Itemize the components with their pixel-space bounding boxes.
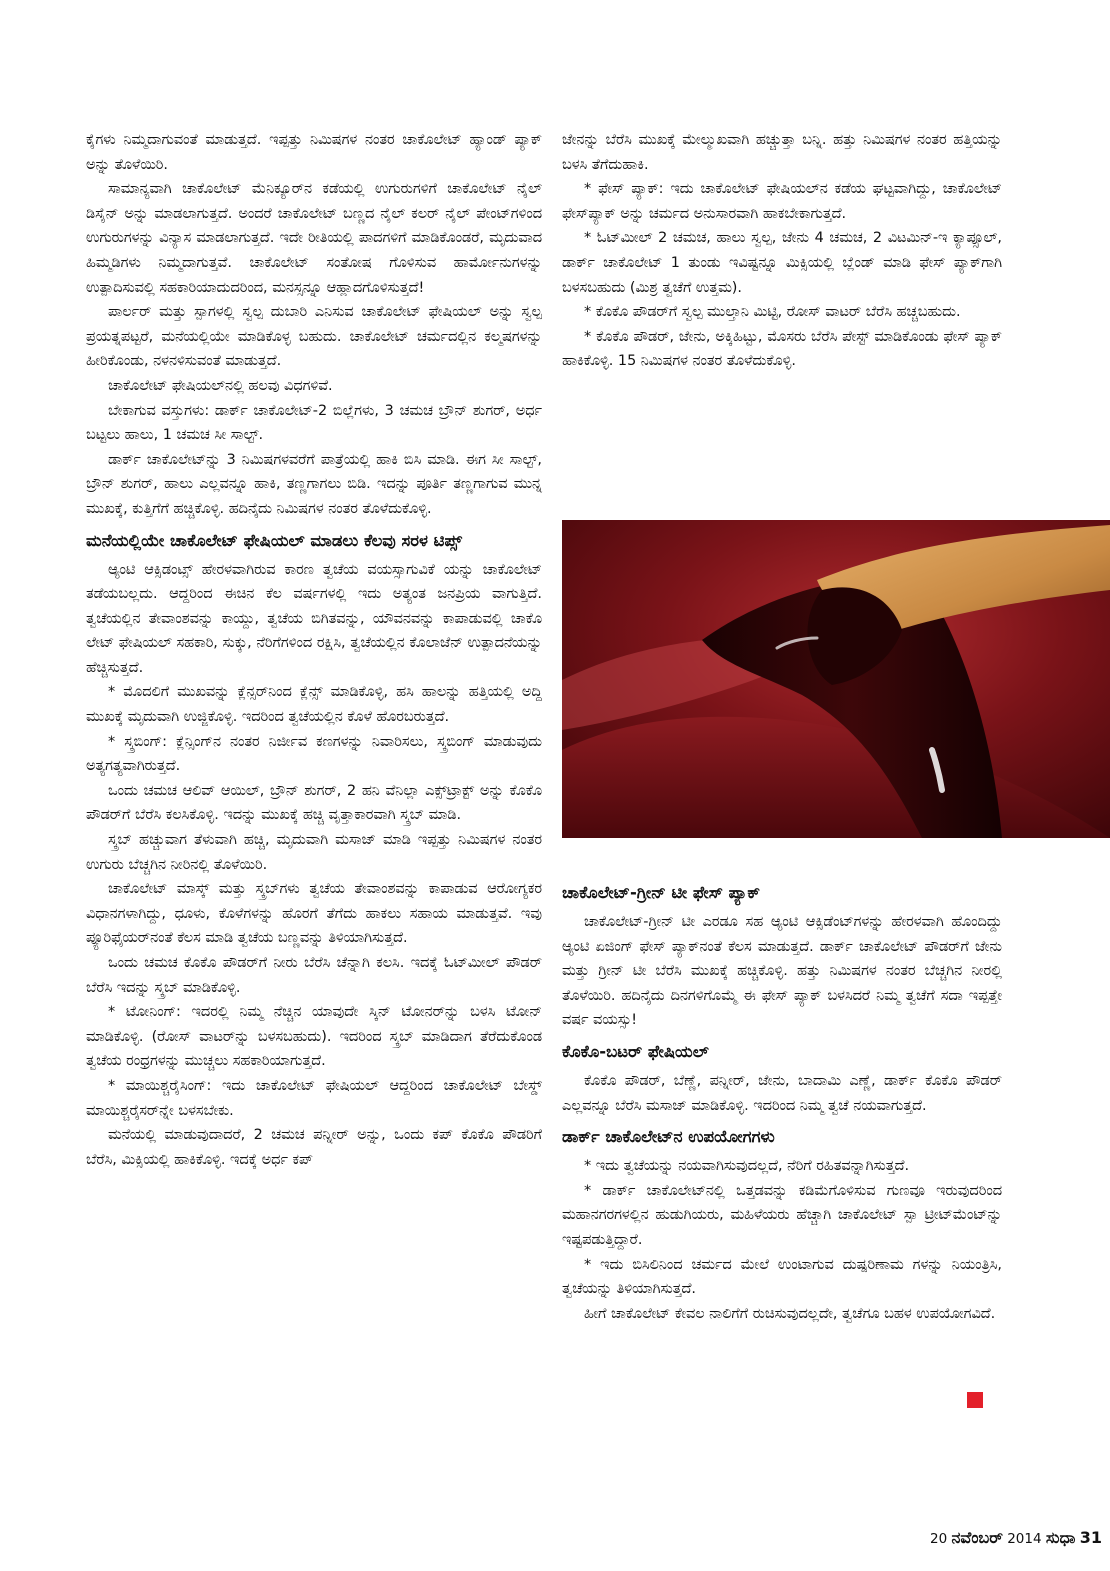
- body-paragraph: ಹೀಗೆ ಚಾಕೊಲೇಟ್ ಕೇವಲ ನಾಲಿಗೆಗೆ ರುಚಿಸುವುದಲ್ಲದೇ, ತ್ವಚೆಗೂ ಬಹಳ ಉಪಯೋಗವಿದೆ.: [584, 1305, 996, 1322]
- right-column-top: [562, 128, 1002, 374]
- body-paragraph: * ಇದು ಬಿಸಿಲಿನಿಂದ ಚರ್ಮದ ಮೇಲೆ ಉಂಟಾಗುವ ದುಷ್ಪರಿಣಾಮ ಗಳನ್ನು ನಿಯಂತ್ರಿಸಿ, ತ್ವಚೆಯನ್ನು ತಿಳಿಯಾಗಿಸುತ್ತದೆ.: [562, 1256, 1002, 1298]
- left-column: [86, 128, 542, 1172]
- body-paragraph: * ಫೇಸ್ ಪ್ಯಾಕ್: ಇದು ಚಾಕೊಲೇಟ್ ಫೇಷಿಯಲ್‌ನ ಕಡೆಯ ಘಟ್ಟವಾಗಿದ್ದು, ಚಾಕೊಲೇಟ್ ಫೇಸ್‌ಪ್ಯಾಕ್ ಅನ್ನು ಚರ್ಮದ ಅನುಸಾರವಾಗಿ ಹಾಕಬೇಕಾಗುತ್ತದೆ.: [562, 181, 1002, 222]
- body-paragraph: ಚಾಕೊಲೇಟ್ ಫೇಷಿಯಲ್‌ನಲ್ಲಿ ಹಲವು ವಿಧಗಳಿವೆ.: [108, 377, 333, 394]
- section-heading: ಕೊಕೊ-ಬಟರ್ ಫೇಷಿಯಲ್: [562, 1041, 709, 1061]
- section-heading: ಮನೆಯಲ್ಲಿಯೇ ಚಾಕೊಲೇಟ್ ಫೇಷಿಯಲ್ ಮಾಡಲು ಕೆಲವು ಸರಳ ಟಿಪ್ಸ್: [86, 530, 462, 550]
- body-paragraph: ಬೇಕಾಗುವ ವಸ್ತುಗಳು: ಡಾರ್ಕ್ ಚಾಕೊಲೇಟ್-2 ಬಿಲ್ಲೆಗಳು, 3 ಚಮಚ ಬ್ರೌನ್ ಶುಗರ್, ಅರ್ಧ ಬಟ್ಟಲು ಹಾಲು, 1 ಚಮಚ ಸೀ ಸಾಲ್ಟ್.: [86, 402, 542, 444]
- body-paragraph: ಒಂದು ಚಮಚ ಕೊಕೊ ಪೌಡರ್‌ಗೆ ನೀರು ಬೆರೆಸಿ ಚೆನ್ನಾಗಿ ಕಲಸಿ. ಇದಕ್ಕೆ ಓಟ್‌ಮೀಲ್ ಪೌಡರ್ ಬೆರೆಸಿ ಇದನ್ನು ಸ್ಕ್ರಬ್ ಮಾಡಿಕೊಳ್ಳಿ.: [86, 955, 542, 996]
- body-paragraph: ಸಾಮಾನ್ಯವಾಗಿ ಚಾಕೊಲೇಟ್ ಮೆನಿಕ್ಯೂರ್‌ನ ಕಡೆಯಲ್ಲಿ ಉಗುರುಗಳಿಗೆ ಚಾಕೊಲೇಟ್ ನೈಲ್ ಡಿಸೈನ್ ಅನ್ನು ಮಾಡಲಾಗುತ್ತದೆ. ಅಂದರೆ ಚಾಕೊಲೇಟ್ ಬಣ್ಣದ ನೈಲ್ ಕಲರ್ ನೈಲ್ ಪೇಂಟ್‌ಗಳಿಂದ ಉಗುರುಗಳನ್ನು ವಿನ್ಯಾಸ ಮಾಡಲಾಗುತ್ತದೆ. ಇದೇ ರೀತಿಯಲ್ಲಿ ಪಾದಗಳಿಗೆ ಮಾಡಿಕೊಂಡರೆ, ಮೃದುವಾದ ಹಿಮ್ಮಡಿಗಳು ನಿಮ್ಮದಾಗುತ್ತವೆ. ಚಾಕೊಲೇಟ್ ಸಂತೋಷ ಗೊಳಿಸುವ ಹಾರ್ಮೋನುಗಳನ್ನು ಉತ್ಪಾದಿಸುವಲ್ಲಿ ಸಹಕಾರಿಯಾದುದರಿಂದ, ಮನಸ್ಸನ್ನೂ ಆಹ್ಲಾದಗೊಳಿಸುತ್ತದೆ!: [86, 181, 542, 296]
- body-paragraph: * ಇದು ತ್ವಚೆಯನ್ನು ನಯವಾಗಿಸುವುದಲ್ಲದೆ, ನೆರಿಗೆ ರಹಿತವನ್ನಾಗಿಸುತ್ತದೆ.: [584, 1158, 910, 1175]
- footer-day: 20: [930, 1531, 948, 1547]
- body-paragraph: ಪಾರ್ಲರ್ ಮತ್ತು ಸ್ಪಾಗಳಲ್ಲಿ ಸ್ವಲ್ಪ ದುಬಾರಿ ಎನಿಸುವ ಚಾಕೊಲೇಟ್ ಫೇಷಿಯಲ್ ಅನ್ನು ಸ್ವಲ್ಪ ಪ್ರಯತ್ನಪಟ್ಟರೆ, ಮನೆಯಲ್ಲಿಯೇ ಮಾಡಿಕೊಳ್ಳ ಬಹುದು. ಚಾಕೊಲೇಟ್ ಚರ್ಮದಲ್ಲಿನ ಕಲ್ಮಷಗಳನ್ನು ಹೀರಿಕೊಂಡು, ನಳನಳಿಸುವಂತೆ ಮಾಡುತ್ತದೆ.: [86, 304, 542, 370]
- footer-year: 2014: [1007, 1531, 1042, 1547]
- chocolate-spoon-illustration: [562, 520, 1110, 838]
- chocolate-spoon-photo: [562, 520, 1110, 838]
- footer-magazine: ಸುಧಾ: [1045, 1528, 1076, 1547]
- body-paragraph: ಜೇನನ್ನು ಬೆರೆಸಿ ಮುಖಕ್ಕೆ ಮೇಲ್ಮುಖವಾಗಿ ಹಚ್ಚುತ್ತಾ ಬನ್ನಿ. ಹತ್ತು ನಿಮಿಷಗಳ ನಂತರ ಹತ್ತಿಯನ್ನು ಬಳಸಿ ತೆಗೆದುಹಾಕಿ.: [562, 132, 1002, 173]
- right-column-bottom: [562, 874, 1002, 1326]
- page-footer: [930, 1528, 1102, 1548]
- body-paragraph: * ಸ್ಕ್ರಬಿಂಗ್: ಕ್ಲೆನ್ಸಿಂಗ್‌ನ ನಂತರ ನಿರ್ಜೀವ ಕಣಗಳನ್ನು ನಿವಾರಿಸಲು, ಸ್ಕ್ರಬಿಂಗ್ ಮಾಡುವುದು ಅತ್ಯಗತ್ಯವಾಗಿರುತ್ತದೆ.: [86, 733, 542, 775]
- body-paragraph: * ಕೊಕೊ ಪೌಡರ್‌ಗೆ ಸ್ವಲ್ಪ ಮುಲ್ತಾನಿ ಮಿಟ್ಟಿ, ರೋಸ್ ವಾಟರ್ ಬೆರೆಸಿ ಹಚ್ಚಬಹುದು.: [584, 304, 961, 321]
- body-paragraph: ಆ್ಯಂಟಿ ಆಕ್ಸಿಡಂಟ್ಸ್ ಹೇರಳವಾಗಿರುವ ಕಾರಣ ತ್ವಚೆಯ ವಯಸ್ಸಾಗುವಿಕೆ ಯನ್ನು ಚಾಕೊಲೇಟ್ ತಡೆಯಬಲ್ಲದು. ಆದ್ದರಿಂದ ಈಚಿನ ಕೆಲ ವರ್ಷಗಳಲ್ಲಿ ಇದು ಅತ್ಯಂತ ಜನಪ್ರಿಯ ವಾಗುತ್ತಿದೆ. ತ್ವಚೆಯಲ್ಲಿನ ತೇವಾಂಶವನ್ನು ಕಾಯ್ದು, ತ್ವಚೆಯ ಬಿಗಿತವನ್ನು, ಯೌವನವನ್ನು ಕಾಪಾಡುವಲ್ಲಿ ಚಾಕೊ ಲೇಟ್ ಫೇಷಿಯಲ್ ಸಹಕಾರಿ, ಸುಕ್ಕು, ನೆರಿಗೆಗಳಿಂದ ರಕ್ಷಿಸಿ, ತ್ವಚೆಯಲ್ಲಿನ ಕೊಲಾಜೆನ್ ಉತ್ಪಾದನೆಯನ್ನು ಹೆಚ್ಚಿಸುತ್ತದೆ.: [86, 561, 542, 676]
- body-paragraph: ಚಾಕೊಲೇಟ್-ಗ್ರೀನ್ ಟೀ ಎರಡೂ ಸಹ ಆ್ಯಂಟಿ ಆಕ್ಸಿಡೆಂಟ್‌ಗಳನ್ನು ಹೇರಳವಾಗಿ ಹೊಂದಿದ್ದು ಆ್ಯಂಟಿ ಏಜಿಂಗ್ ಫೇಸ್ ಪ್ಯಾಕ್‌ನಂತೆ ಕೆಲಸ ಮಾಡುತ್ತದೆ. ಡಾರ್ಕ್ ಚಾಕೊಲೇಟ್ ಪೌಡರ್‌ಗೆ ಜೇನು ಮತ್ತು ಗ್ರೀನ್ ಟೀ ಬೆರೆಸಿ ಮುಖಕ್ಕೆ ಹಚ್ಚಿಕೊಳ್ಳಿ. ಹತ್ತು ನಿಮಿಷಗಳ ನಂತರ ಬೆಚ್ಚಗಿನ ನೀರಲ್ಲಿ ತೊಳೆಯಿರಿ. ಹದಿನೈದು ದಿನಗಳಿಗೊಮ್ಮೆ ಈ ಫೇಸ್ ಪ್ಯಾಕ್ ಬಳಸಿದರೆ ನಿಮ್ಮ ತ್ವಚೆಗೆ ಸದಾ ಇಪ್ಪತ್ತೇ ವರ್ಷ ವಯಸ್ಸು!: [562, 914, 1002, 1029]
- body-paragraph: * ಟೋನಿಂಗ್: ಇದರಲ್ಲಿ ನಿಮ್ಮ ನೆಚ್ಚಿನ ಯಾವುದೇ ಸ್ಕಿನ್ ಟೋನರ್‌ನ್ನು ಬಳಸಿ ಟೋನ್ ಮಾಡಿಕೊಳ್ಳಿ. (ರೋಸ್ ವಾಟರ್‌ನ್ನು ಬಳಸಬಹುದು). ಇದರಿಂದ ಸ್ಕ್ರಬ್ ಮಾಡಿದಾಗ ತೆರೆದುಕೊಂಡ ತ್ವಚೆಯ ರಂಧ್ರಗಳನ್ನು ಮುಚ್ಚಲು ಸಹಕಾರಿಯಾಗುತ್ತದೆ.: [86, 1004, 542, 1070]
- body-paragraph: ಒಂದು ಚಮಚ ಆಲಿವ್ ಆಯಿಲ್, ಬ್ರೌನ್ ಶುಗರ್, 2 ಹನಿ ವೆನಿಲ್ಲಾ ಎಕ್ಸ್‌ಟ್ರಾಕ್ಟ್ ಅನ್ನು ಕೊಕೊ ಪೌಡರ್‌ಗೆ ಬೆರೆಸಿ ಕಲಸಿಕೊಳ್ಳಿ. ಇದನ್ನು ಮುಖಕ್ಕೆ ಹಚ್ಚಿ ವೃತ್ತಾಕಾರವಾಗಿ ಸ್ಕ್ರಬ್ ಮಾಡಿ.: [86, 782, 542, 824]
- body-paragraph: ಡಾರ್ಕ್ ಚಾಕೊಲೇಟ್‌ನ್ನು 3 ನಿಮಿಷಗಳವರೆಗೆ ಪಾತ್ರೆಯಲ್ಲಿ ಹಾಕಿ ಬಿಸಿ ಮಾಡಿ. ಈಗ ಸೀ ಸಾಲ್ಟ್, ಬ್ರೌನ್ ಶುಗರ್, ಹಾಲು ಎಲ್ಲವನ್ನೂ ಹಾಕಿ, ತಣ್ಣಗಾಗಲು ಬಿಡಿ. ಇದನ್ನು ಪೂರ್ತಿ ತಣ್ಣಗಾಗುವ ಮುನ್ನ ಮುಖಕ್ಕೆ, ಕುತ್ತಿಗೆಗೆ ಹಚ್ಚಿಕೊಳ್ಳಿ. ಹದಿನೈದು ನಿಮಿಷಗಳ ನಂತರ ತೊಳೆದುಕೊಳ್ಳಿ.: [86, 451, 542, 517]
- body-paragraph: ಕೈಗಳು ನಿಮ್ಮದಾಗುವಂತೆ ಮಾಡುತ್ತದೆ. ಇಪ್ಪತ್ತು ನಿಮಿಷಗಳ ನಂತರ ಚಾಕೊಲೇಟ್ ಹ್ಯಾಂಡ್ ಪ್ಯಾಕ್ ಅನ್ನು ತೊಳೆಯಿರಿ.: [86, 132, 542, 173]
- body-paragraph: ಮನೆಯಲ್ಲಿ ಮಾಡುವುದಾದರೆ, 2 ಚಮಚ ಪನ್ನೀರ್ ಅನ್ನು, ಒಂದು ಕಪ್ ಕೊಕೊ ಪೌಡರಿಗೆ ಬೆರೆಸಿ, ಮಿಕ್ಸಿಯಲ್ಲಿ ಹಾಕಿಕೊಳ್ಳಿ. ಇದಕ್ಕೆ ಅರ್ಧ ಕಪ್: [86, 1127, 542, 1168]
- section-heading: ಡಾರ್ಕ್ ಚಾಕೊಲೇಟ್‌ನ ಉಪಯೋಗಗಳು: [562, 1127, 775, 1147]
- body-paragraph: * ಡಾರ್ಕ್ ಚಾಕೊಲೇಟ್‌ನಲ್ಲಿ ಒತ್ತಡವನ್ನು ಕಡಿಮೆಗೊಳಿಸುವ ಗುಣವೂ ಇರುವುದರಿಂದ ಮಹಾನಗರಗಳಲ್ಲಿನ ಹುಡುಗಿಯರು, ಮಹಿಳೆಯರು ಹೆಚ್ಚಾಗಿ ಚಾಕೊಲೇಟ್ ಸ್ಪಾ ಟ್ರೀಟ್‌ಮೆಂಟ್‌ನ್ನು ಇಷ್ಟಪಡುತ್ತಿದ್ದಾರೆ.: [562, 1182, 1002, 1248]
- body-paragraph: * ಓಟ್‌ಮೀಲ್ 2 ಚಮಚ, ಹಾಲು ಸ್ವಲ್ಪ, ಜೇನು 4 ಚಮಚ, 2 ವಿಟಮಿನ್-ಇ ಕ್ಯಾಪ್ಸೂಲ್, ಡಾರ್ಕ್ ಚಾಕೊಲೇಟ್ 1 ತುಂಡು ಇವಿಷ್ಟನ್ನೂ ಮಿಕ್ಸಿಯಲ್ಲಿ ಬ್ಲೆಂಡ್ ಮಾಡಿ ಫೇಸ್ ಪ್ಯಾಕ್‌ಗಾಗಿ ಬಳಸಬಹುದು (ಮಿಶ್ರ ತ್ವಚೆಗೆ ಉತ್ತಮ).: [562, 230, 1002, 296]
- footer-page-number: 31: [1079, 1528, 1102, 1547]
- article-end-mark: [967, 1392, 983, 1408]
- footer-month: ನವೆಂಬರ್: [951, 1528, 1003, 1547]
- body-paragraph: ಚಾಕೊಲೇಟ್ ಮಾಸ್ಕ್ ಮತ್ತು ಸ್ಕ್ರಬ್‌ಗಳು ತ್ವಚೆಯ ತೇವಾಂಶವನ್ನು ಕಾಪಾಡುವ ಆರೋಗ್ಯಕರ ವಿಧಾನಗಳಾಗಿದ್ದು, ಧೂಳು, ಕೊಳೆಗಳನ್ನು ಹೊರಗೆ ತೆಗೆದು ಹಾಕಲು ಸಹಾಯ ಮಾಡುತ್ತವೆ. ಇವು ಪ್ಯೂರಿಫೈಯರ್‌ನಂತೆ ಕೆಲಸ ಮಾಡಿ ತ್ವಚೆಯ ಬಣ್ಣವನ್ನು ತಿಳಿಯಾಗಿಸುತ್ತದೆ.: [86, 881, 542, 947]
- body-paragraph: ಸ್ಕ್ರಬ್ ಹಚ್ಚುವಾಗ ತೆಳುವಾಗಿ ಹಚ್ಚಿ, ಮೃದುವಾಗಿ ಮಸಾಜ್ ಮಾಡಿ ಇಪ್ಪತ್ತು ನಿಮಿಷಗಳ ನಂತರ ಉಗುರು ಬೆಚ್ಚಗಿನ ನೀರಿನಲ್ಲಿ ತೊಳೆಯಿರಿ.: [86, 832, 542, 873]
- body-paragraph: * ಮೊದಲಿಗೆ ಮುಖವನ್ನು ಕ್ಲೆನ್ಸರ್‌ನಿಂದ ಕ್ಲೆನ್ಸ್ ಮಾಡಿಕೊಳ್ಳಿ, ಹಸಿ ಹಾಲನ್ನು ಹತ್ತಿಯಲ್ಲಿ ಅದ್ದಿ ಮುಖಕ್ಕೆ ಮೃದುವಾಗಿ ಉಜ್ಜಿಕೊಳ್ಳಿ. ಇದರಿಂದ ತ್ವಚೆಯಲ್ಲಿನ ಕೊಳೆ ಹೊರಬರುತ್ತದೆ.: [86, 684, 542, 726]
- body-paragraph: ಕೊಕೊ ಪೌಡರ್, ಬೆಣ್ಣೆ, ಪನ್ನೀರ್, ಜೇನು, ಬಾದಾಮಿ ಎಣ್ಣೆ, ಡಾರ್ಕ್ ಕೊಕೊ ಪೌಡರ್ ಎಲ್ಲವನ್ನೂ ಬೆರೆಸಿ ಮಸಾಜ್ ಮಾಡಿಕೊಳ್ಳಿ. ಇದರಿಂದ ನಿಮ್ಮ ತ್ವಚೆ ನಯವಾಗುತ್ತದೆ.: [562, 1072, 1002, 1114]
- section-heading: ಚಾಕೊಲೇಟ್-ಗ್ರೀನ್ ಟೀ ಫೇಸ್ ಪ್ಯಾಕ್: [562, 883, 761, 902]
- body-paragraph: * ಕೊಕೊ ಪೌಡರ್, ಜೇನು, ಅಕ್ಕಿಹಿಟ್ಟು, ಮೊಸರು ಬೆರೆಸಿ ಪೇಸ್ಟ್ ಮಾಡಿಕೊಂಡು ಫೇಸ್ ಪ್ಯಾಕ್ ಹಾಕಿಕೊಳ್ಳಿ. 15 ನಿಮಿಷಗಳ ನಂತರ ತೊಳೆದುಕೊಳ್ಳಿ.: [562, 328, 1002, 370]
- body-paragraph: * ಮಾಯಿಶ್ಚರೈಸಿಂಗ್: ಇದು ಚಾಕೊಲೇಟ್ ಫೇಷಿಯಲ್ ಆದ್ದರಿಂದ ಚಾಕೊಲೇಟ್ ಬೇಸ್ಡ್ ಮಾಯಿಶ್ಚರೈಸರ್‌ನ್ನೇ ಬಳಸಬೇಕು.: [86, 1077, 542, 1119]
